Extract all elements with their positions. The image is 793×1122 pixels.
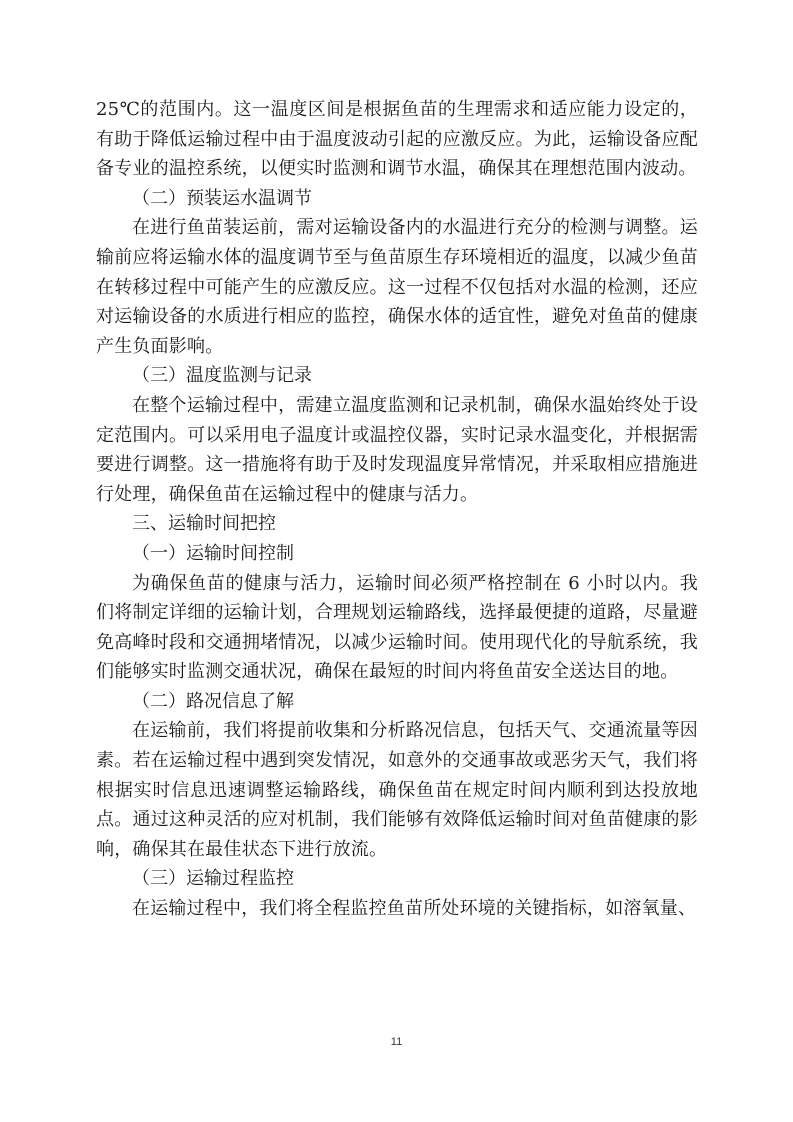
page-number: 11	[390, 1036, 403, 1048]
paragraph-road-condition: 在运输前，我们将提前收集和分析路况信息，包括天气、交通流量等因素。若在运输过程中遇到突发情况，如意外的交通事故或恶劣天气，我们将根据实时信息迅速调整运输路线，确保鱼苗在规定时间内顺利到达投放地点。通过这种灵活的应对机制，我们能够有效降低运输时间对鱼苗健康的影响，确保其在最佳状态下进行放流。	[96, 720, 698, 860]
heading-transport-monitoring: （三）运输过程监控	[132, 868, 294, 890]
heading-temperature-monitoring: （三）温度监测与记录	[132, 365, 312, 387]
paragraph-transport-time-control: 为确保鱼苗的健康与活力，运输时间必须严格控制在 6 小时以内。我们将制定详细的运输计划，合理规划运输路线，选择最便捷的道路，尽量避免高峰时段和交通拥堵情况，以减少运输时间。使用现代化的导航系统，我们能够实时监测交通状况，确保在最短的时间内将鱼苗安全送达目的地。	[96, 572, 698, 683]
paragraph-preload-water-temperature: 在进行鱼苗装运前，需对运输设备内的水温进行充分的检测与调整。运输前应将运输水体的温度调节至与鱼苗原生存环境相近的温度，以减少鱼苗在转移过程中可能产生的应激反应。这一过程不仅包括对水温的检测，还应对运输设备的水质进行相应的监控，确保水体的适宜性，避免对鱼苗的健康产生负面影响。	[96, 217, 698, 357]
paragraph-transport-monitoring: 在运输过程中，我们将全程监控鱼苗所处环境的关键指标，如溶氧量、	[132, 898, 697, 920]
paragraph-temperature-range: 25℃的范围内。这一温度区间是根据鱼苗的生理需求和适应能力设定的，有助于降低运输过程中由于温度波动引起的应激反应。为此，运输设备应配备专业的温控系统，以便实时监测和调节水温，确保其在理想范围内波动。	[96, 99, 698, 180]
paragraph-temperature-monitoring: 在整个运输过程中，需建立温度监测和记录机制，确保水温始终处于设定范围内。可以采用电子温度计或温控仪器，实时记录水温变化，并根据需要进行调整。这一措施将有助于及时发现温度异常情况，并采取相应措施进行处理，确保鱼苗在运输过程中的健康与活力。	[96, 394, 698, 505]
page-content	[96, 95, 698, 924]
heading-transport-time: 三、运输时间把控	[132, 513, 276, 535]
heading-road-condition: （二）路况信息了解	[132, 690, 294, 712]
heading-preload-water-temperature: （二）预装运水温调节	[132, 187, 312, 209]
heading-transport-time-control: （一）运输时间控制	[132, 542, 294, 564]
